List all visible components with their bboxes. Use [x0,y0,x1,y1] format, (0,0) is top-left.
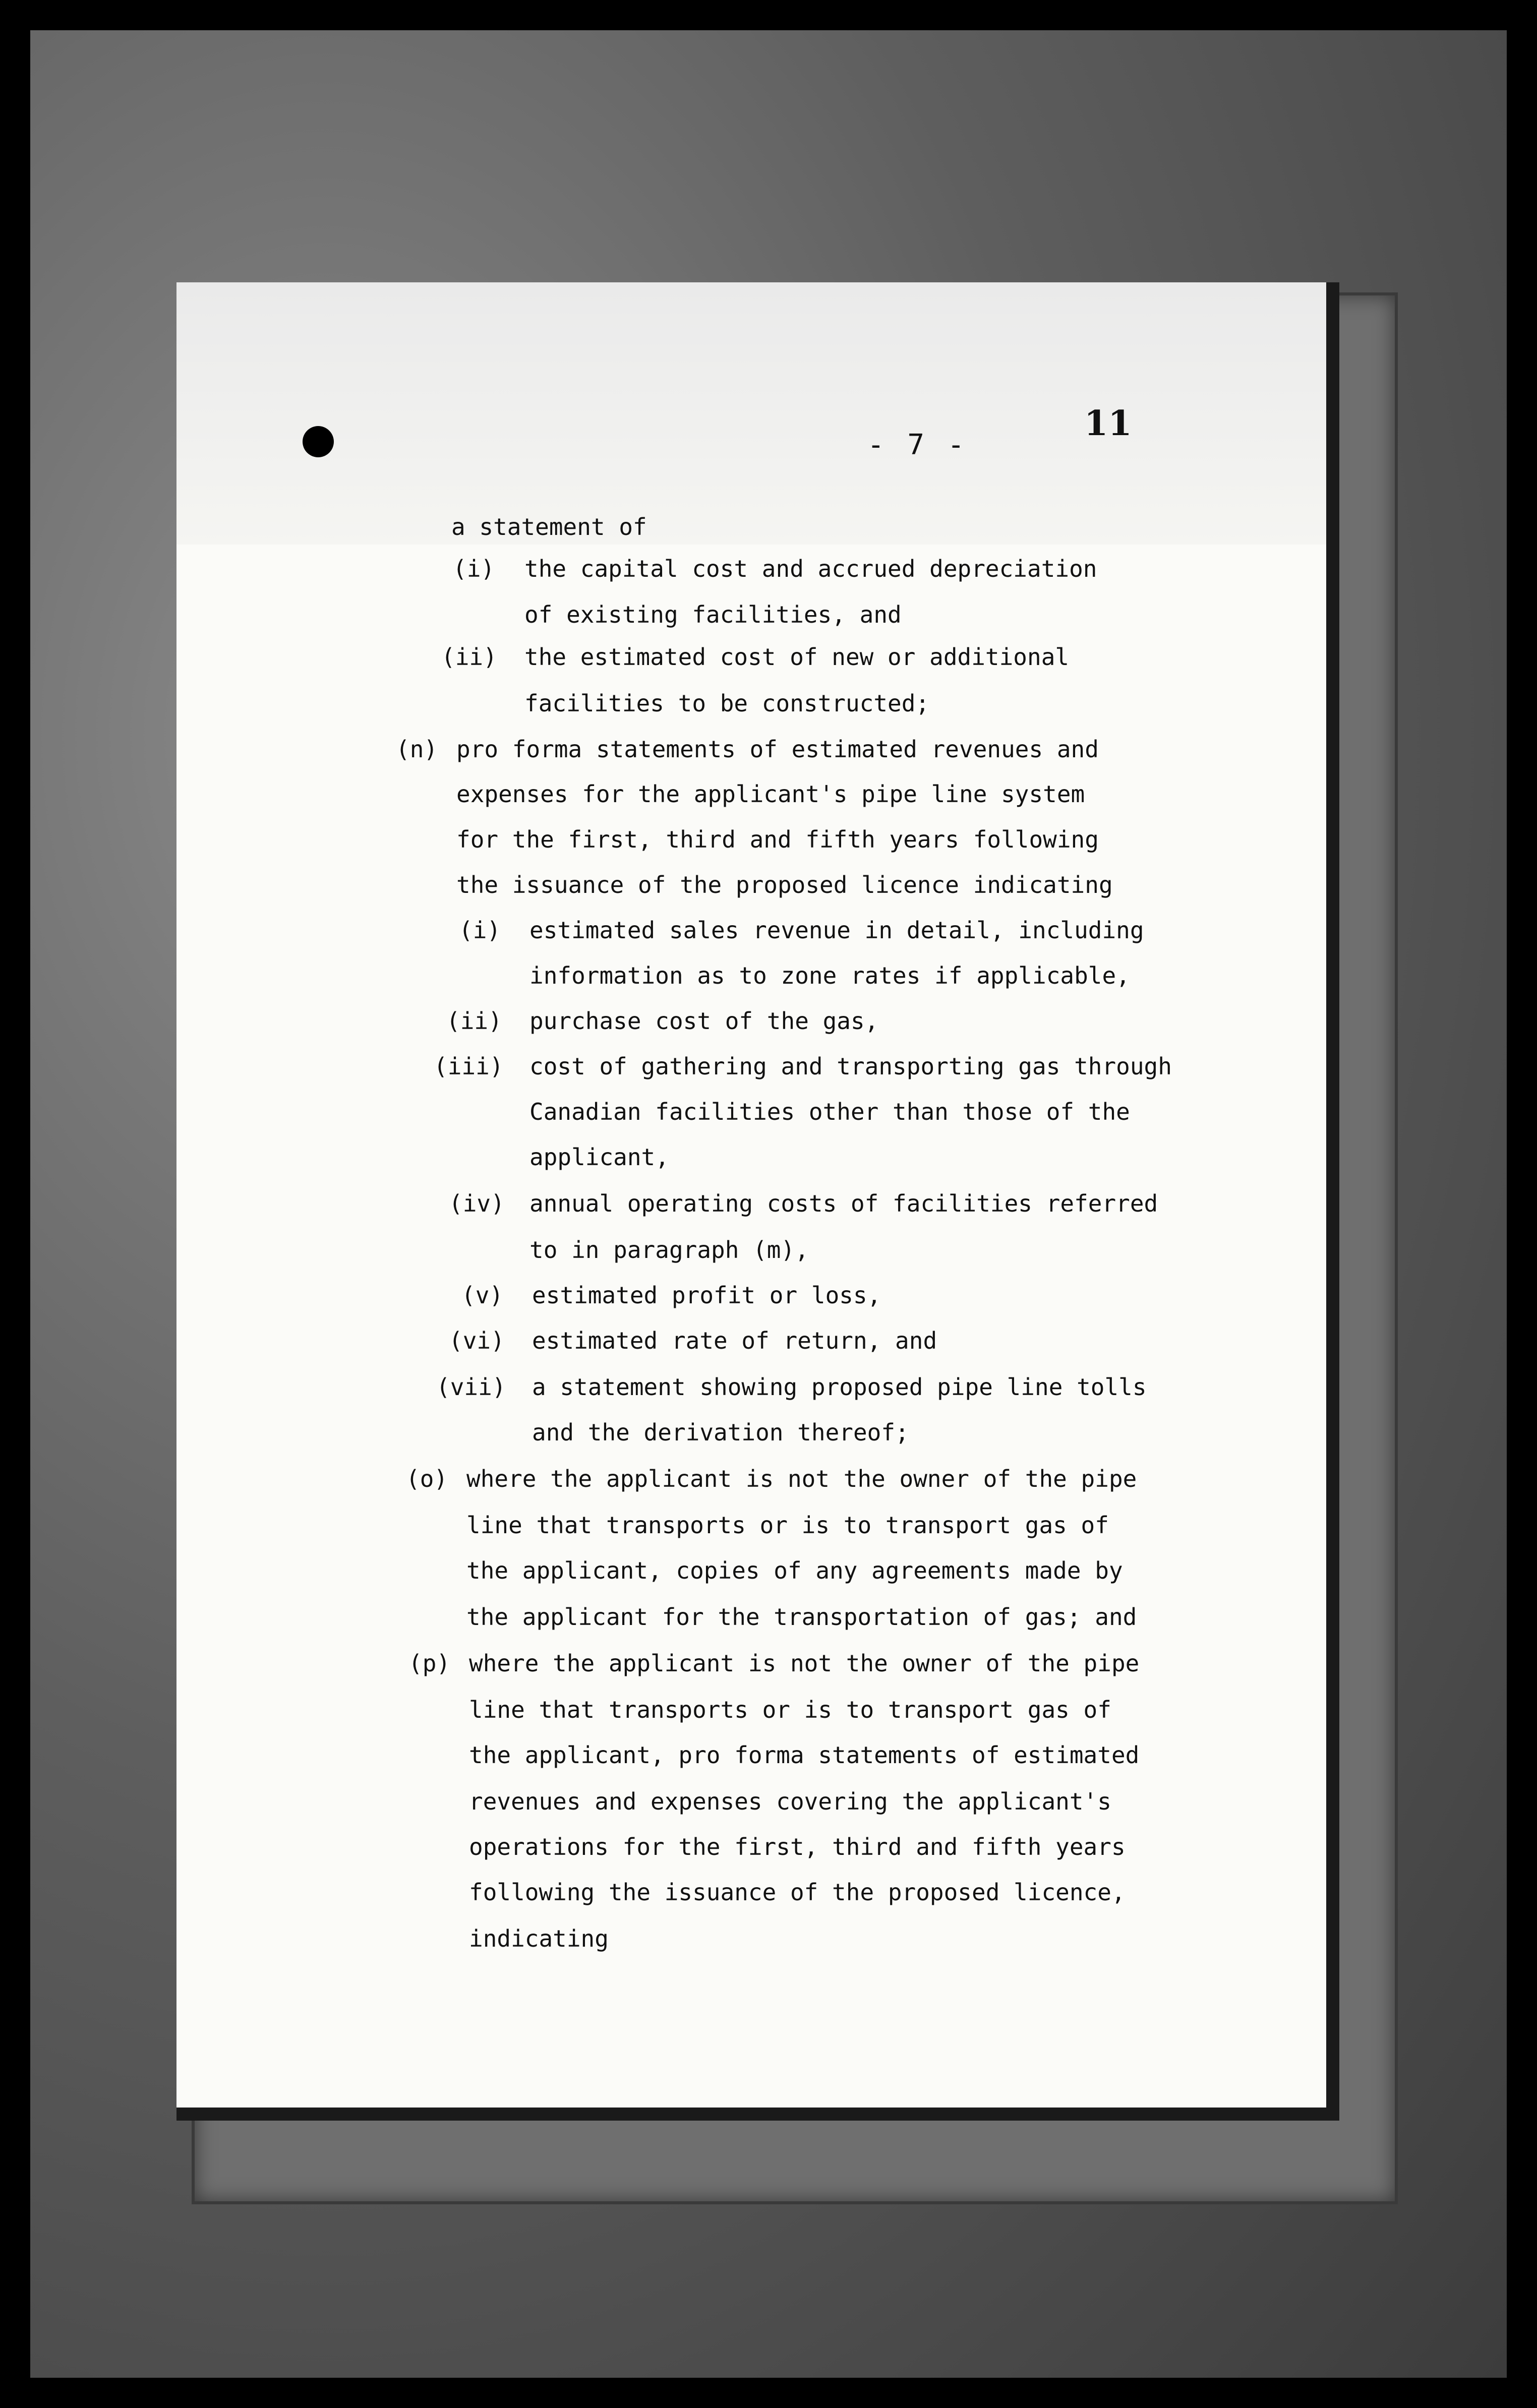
text-line: a statement showing proposed pipe line tolls [532,1373,1147,1401]
item-marker: (ii) [441,643,497,671]
item-marker: (i) [459,917,501,944]
item-marker: (iii) [434,1053,504,1080]
text-line: pro forma statements of estimated revenues and [456,736,1099,763]
text-line: the applicant for the transportation of gas; and [466,1603,1137,1631]
text-line: applicant, [529,1143,669,1171]
text-line: Canadian facilities other than those of the [529,1098,1130,1125]
text-line: following the issuance of the proposed licence, [469,1879,1126,1906]
text-line: revenues and expenses covering the applicant's [469,1788,1111,1815]
text-line: information as to zone rates if applicable, [529,962,1130,989]
header-band [176,282,1326,545]
item-marker: (i) [453,555,495,582]
item-marker: (ii) [446,1007,502,1035]
text-line: where the applicant is not the owner of the pipe [466,1465,1137,1492]
text-line: of existing facilities, and [524,601,902,628]
text-line: annual operating costs of facilities referred [529,1190,1158,1217]
text-line: to in paragraph (m), [529,1236,809,1263]
text-line: the capital cost and accrued depreciation [524,555,1097,582]
sheet-number: 11 [1084,403,1132,444]
text-line: where the applicant is not the owner of the pipe [469,1650,1140,1677]
page-number: - 7 - [867,429,968,461]
text-line: for the first, third and fifth years following [456,826,1099,853]
text-line: the issuance of the proposed licence indicating [456,871,1113,898]
item-marker: (iv) [449,1190,505,1217]
item-marker: (v) [461,1282,504,1309]
text-line: operations for the first, third and fifth years [469,1833,1126,1860]
text-line: expenses for the applicant's pipe line system [456,780,1085,808]
document-page [176,282,1339,2121]
text-line: facilities to be constructed; [524,690,930,717]
intro-text: a statement of [451,513,647,540]
text-line: line that transports or is to transport gas of [469,1696,1111,1723]
text-line: cost of gathering and transporting gas through [529,1053,1172,1080]
text-line: the estimated cost of new or additional [524,643,1070,671]
paragraph-marker: (o) [406,1465,448,1492]
text-line: estimated profit or loss, [532,1282,881,1309]
text-line: estimated rate of return, and [532,1327,937,1354]
text-line: the applicant, pro forma statements of estimated [469,1741,1140,1769]
item-marker: (vi) [449,1327,505,1354]
paragraph-marker: (n) [396,736,438,763]
text-line: purchase cost of the gas, [529,1007,879,1035]
item-marker: (vii) [436,1373,506,1401]
text-line: the applicant, copies of any agreements made by [466,1557,1123,1584]
text-line: estimated sales revenue in detail, including [529,917,1144,944]
text-line: and the derivation thereof; [532,1419,909,1446]
punch-hole [303,426,334,457]
paragraph-marker: (p) [408,1650,451,1677]
text-line: line that transports or is to transport gas of [466,1512,1109,1539]
text-line: indicating [469,1925,609,1952]
